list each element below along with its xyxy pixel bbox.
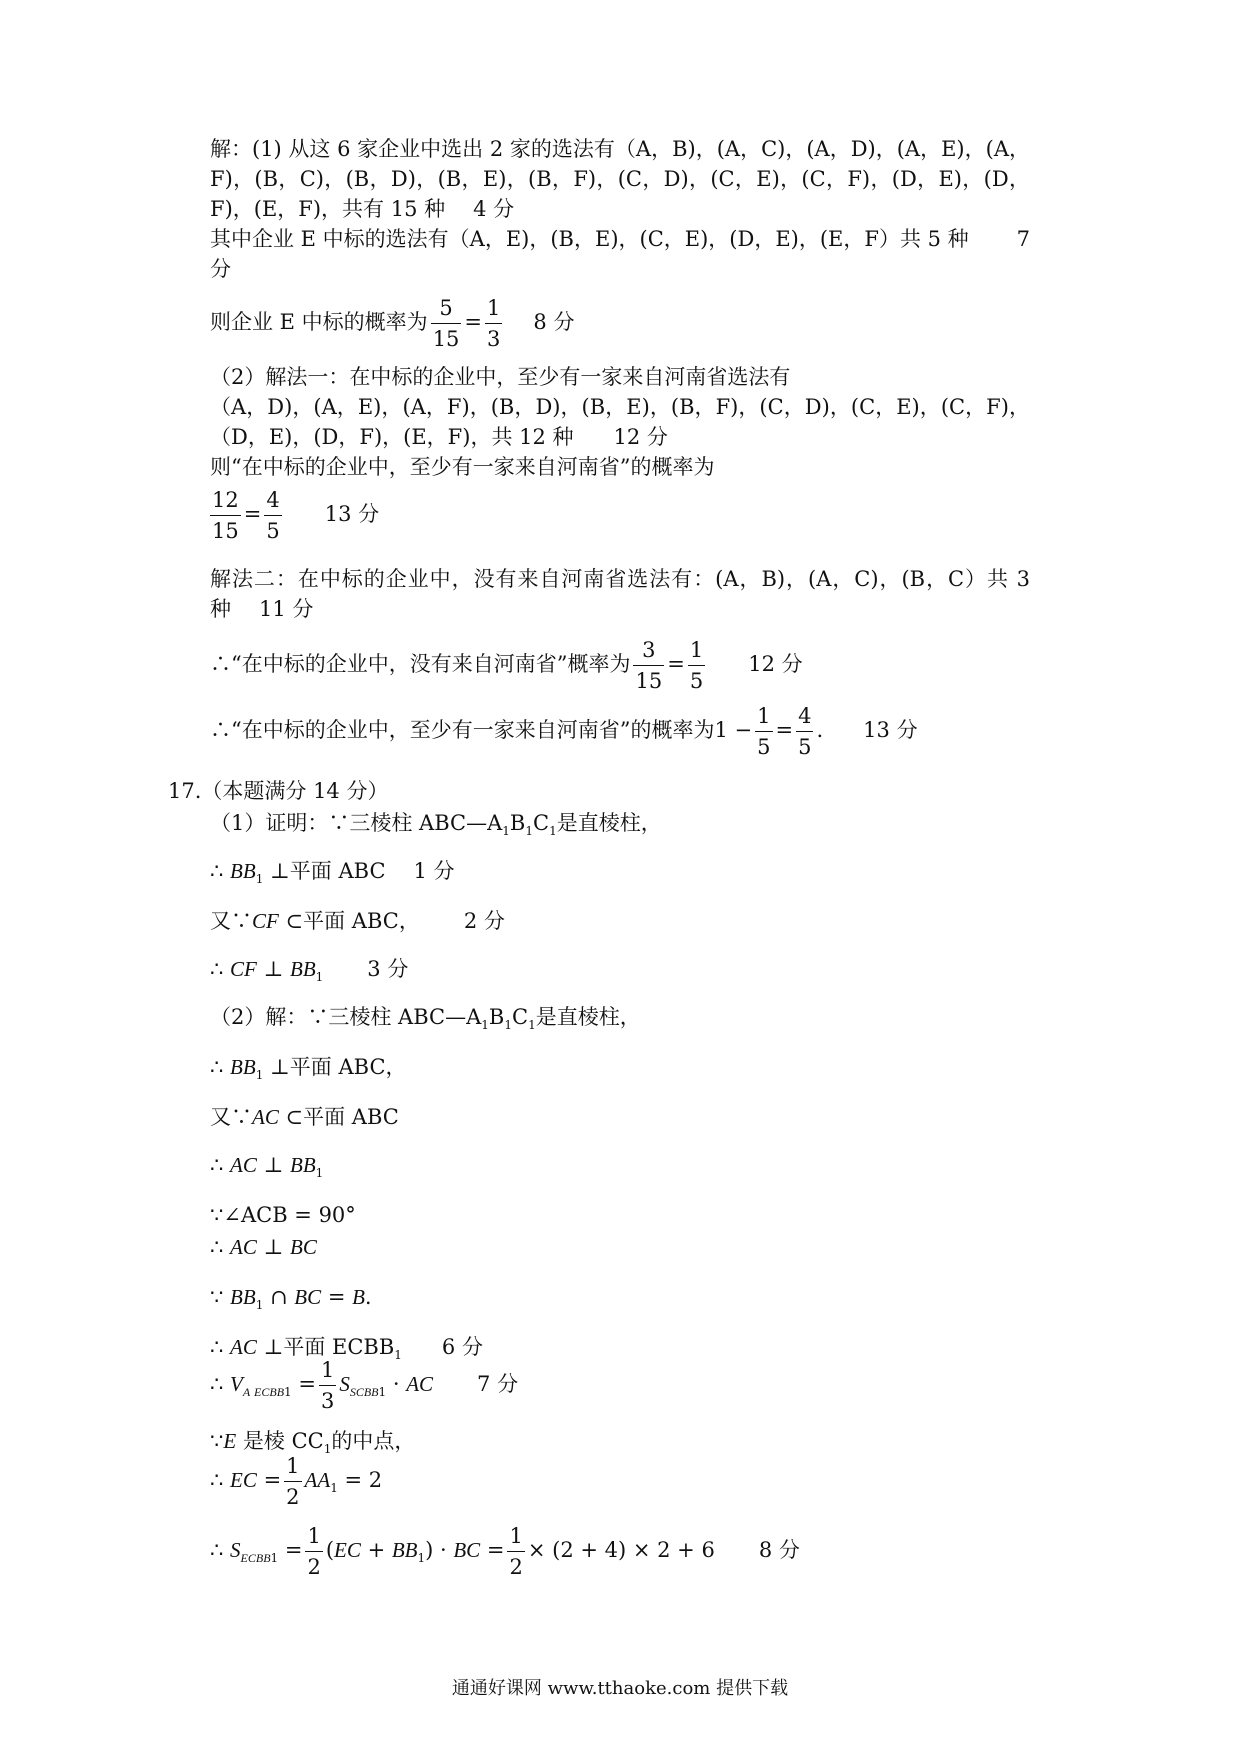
formula-line: ∵∠ACB = 90° xyxy=(210,1203,356,1227)
score-label: 7 xyxy=(1016,227,1030,251)
text: 种 xyxy=(210,597,231,621)
fraction: $\frac{1}{2}$ xyxy=(284,1451,301,1512)
formula-line: ∴ AC ⊥ BC xyxy=(210,1235,317,1259)
score-label: 13 分 xyxy=(324,502,380,526)
text: 其中企业 E 中标的选法有（A，E)，(B，E)，(C，E)，(D，E)，(E，F）共 5 种 xyxy=(210,227,969,251)
fraction: $\frac{4}{5}$ xyxy=(264,485,281,546)
text-line: （1）证明：∵三棱柱 $ABC—A_1B_1C_1$是直棱柱， xyxy=(210,811,662,839)
formula-line: ∴ EC = $\frac{1}{2}$ $AA_1 = 2$ xyxy=(210,1450,382,1518)
fraction: $\frac{5}{15}$ xyxy=(431,293,462,354)
formula-line: 则企业 E 中标的概率为 $\frac{5}{15}$ = $\frac{1}{3}$ 8 分 xyxy=(210,292,574,354)
text-line xyxy=(210,224,1030,254)
score-label: 13 分 xyxy=(863,718,918,742)
score-label: 8 分 xyxy=(758,1538,800,1562)
text-line: 解：(1) 从这 6 家企业中选出 2 家的选法有（A，B)，(A，C)，(A，D)，(A，E)，(A， xyxy=(210,137,1030,161)
fraction: $\frac{1}{2}$ xyxy=(507,1521,524,1582)
text-line: （2）解法一：在中标的企业中，至少有一家来自河南省选法有 xyxy=(210,365,791,389)
fraction: $\frac{3}{15}$ xyxy=(633,635,664,696)
text-line: F)，(B，C)，(B，D)，(B，E)，(B，F)，(C，D)，(C，E)，(C，F)，(D，E)，(D， xyxy=(210,167,1030,191)
fraction: $\frac{1}{5}$ xyxy=(688,635,705,696)
formula-line: 又∵AC ⊂平面 ABC xyxy=(210,1105,399,1129)
text-line: 解法二：在中标的企业中，没有来自河南省选法有：(A，B)，(A，C)，(B，C）共 3 xyxy=(210,567,1030,591)
formula-line: ∵E 是棱 $CC_1$的中点， xyxy=(210,1429,416,1457)
fraction: $\frac{1}{2}$ xyxy=(305,1521,322,1582)
fraction: $\frac{1}{3}$ xyxy=(485,293,502,354)
fraction: $\frac{1}{3}$ xyxy=(319,1355,336,1416)
score-label: 11 分 xyxy=(259,597,314,621)
formula-line: ∴ $BB_1$ ⊥平面 ABC， xyxy=(210,1055,407,1083)
fraction: $\frac{12}{15}$ xyxy=(210,485,241,546)
score-label: 2 分 xyxy=(463,909,505,933)
formula-line: ∴ $BB_1$ ⊥平面 ABC 1 分 xyxy=(210,859,455,887)
score-label: 4 分 xyxy=(473,197,515,221)
page-footer: 通通好课网 www.tthaoke.com 提供下载 xyxy=(451,1678,789,1699)
score-label: 12 分 xyxy=(748,652,803,676)
score-label: 6 分 xyxy=(441,1335,483,1359)
text-line xyxy=(210,422,668,452)
formula-line: 又∵CF ⊂平面 ABC， 2 分 xyxy=(210,909,505,933)
text: F)，(E，F)，共有 15 种 xyxy=(210,197,446,221)
text: 则企业 E 中标的概率为 xyxy=(210,310,428,334)
formula-line: ∴ CF ⊥ $BB_1$ 3 分 xyxy=(210,957,409,985)
text-line xyxy=(210,194,514,224)
fraction: $\frac{1}{5}$ xyxy=(755,701,772,762)
text: ∴“在中标的企业中，至少有一家来自河南省”的概率为 xyxy=(210,718,715,742)
formula-line: ∴ AC ⊥平面 $ECBB_1$ 6 分 xyxy=(210,1335,483,1363)
formula-line: ∴ $S_{ECBB1}$ = $\frac{1}{2}$ $(EC + BB_1)$ · BC = $\frac{1}{2}$ × (2 + 4) × 2 + 6 8 分 xyxy=(210,1520,800,1588)
score-label: 7 分 xyxy=(477,1372,519,1396)
fraction: $\frac{4}{5}$ xyxy=(796,701,813,762)
text-line: （A，D)，(A，E)，(A，F)，(B，D)，(B，E)，(B，F)，(C，D)，(C，E)，(C，F)， xyxy=(210,395,1030,419)
question-heading: 17.（本题满分 14 分） xyxy=(168,779,389,803)
formula-line: ∴ AC ⊥ $BB_1$ xyxy=(210,1153,324,1181)
formula-line: ∵ $BB_1$ ∩ BC = B. xyxy=(210,1285,372,1313)
score-label: 8 分 xyxy=(533,310,575,334)
text-line: （2）解：∵三棱柱 $ABC—A_1B_1C_1$是直棱柱， xyxy=(210,1005,641,1033)
formula-line: ∴“在中标的企业中，没有来自河南省”概率为 $\frac{3}{15}$ = $\frac{1}{5}$ 12 分 xyxy=(210,634,803,696)
text-line: 则“在中标的企业中，至少有一家来自河南省”的概率为 xyxy=(210,455,715,479)
text: ∴“在中标的企业中，没有来自河南省”概率为 xyxy=(210,652,631,676)
text-line: 分 xyxy=(210,257,231,281)
formula-line: ∴ $V_{A ECBB1}$ = $\frac{1}{3}$ $S_{SCBB1}$ · AC 7 分 xyxy=(210,1354,518,1422)
text-line xyxy=(210,594,313,624)
score-label: 12 分 xyxy=(613,425,668,449)
score-label: 1 分 xyxy=(413,859,455,883)
text: （D，E)，(D，F)，(E，F)，共 12 种 xyxy=(210,425,574,449)
score-label: 3 分 xyxy=(367,957,409,981)
formula-line: ∴“在中标的企业中，至少有一家来自河南省”的概率为1 − $\frac{1}{5}$ = $\frac{4}{5}$ . 13 分 xyxy=(210,700,918,762)
formula-line: $\frac{12}{15}$ = $\frac{4}{5}$ 13 分 xyxy=(210,484,379,546)
